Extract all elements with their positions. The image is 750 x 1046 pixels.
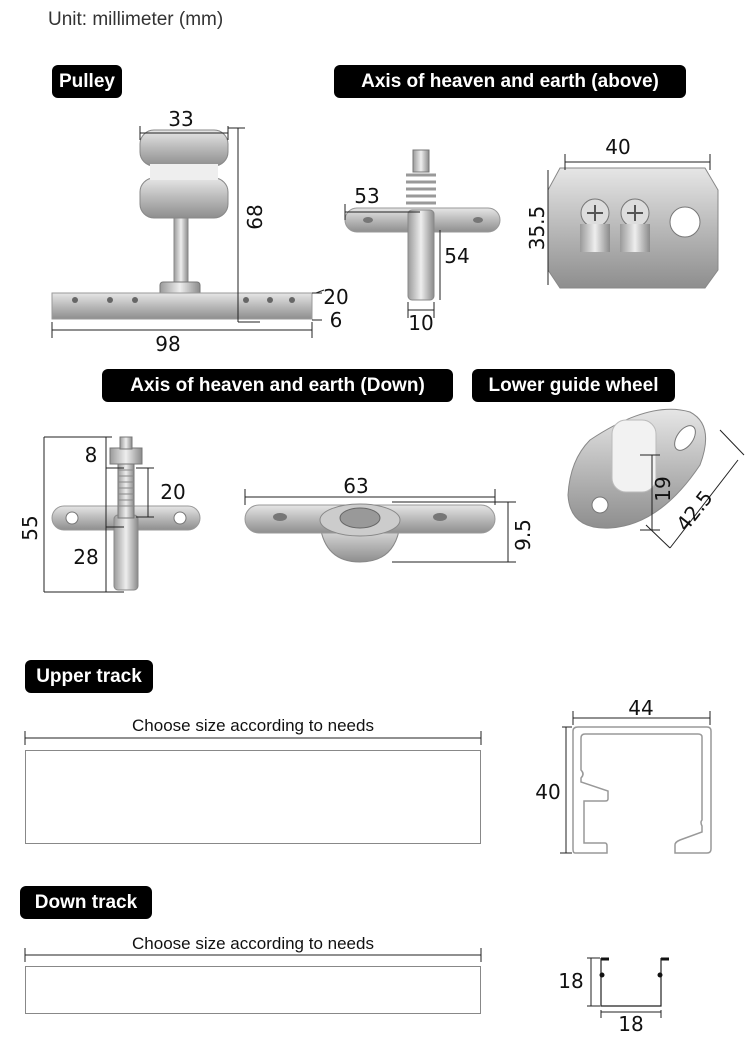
pulley-gap-label: 20 xyxy=(323,285,349,309)
upper-track-height-label: 40 xyxy=(535,780,561,804)
clip-height-label: 35.5 xyxy=(525,205,549,251)
down-track-length-note: Choose size according to needs xyxy=(132,934,374,953)
upper-track-profile xyxy=(560,711,711,853)
guide-wheel-height-label: 19 xyxy=(651,476,675,502)
pulley-title: Pulley xyxy=(52,65,122,98)
guide-wheel-length-label: 42.5 xyxy=(671,485,718,536)
axis-down-thread-label: 20 xyxy=(160,480,186,504)
pulley-width-label: 33 xyxy=(168,107,194,131)
down-track-profile xyxy=(587,958,669,1018)
upper-track-width-label: 44 xyxy=(628,696,654,720)
down-track-height-label: 18 xyxy=(558,969,584,993)
axis-above-title: Axis of heaven and earth (above) xyxy=(334,65,686,98)
down-track-width-label: 18 xyxy=(618,1012,644,1036)
bearing-height-label: 9.5 xyxy=(511,519,535,551)
down-track-title: Down track xyxy=(20,886,152,919)
clip-plate-drawing xyxy=(548,154,718,288)
bearing-length-label: 63 xyxy=(343,474,369,498)
axis-down-total-label: 55 xyxy=(18,515,42,541)
lower-guide-wheel-title: Lower guide wheel xyxy=(472,369,675,402)
axis-down-pin-label: 28 xyxy=(73,545,99,569)
axis-above-diameter-label: 10 xyxy=(408,311,434,335)
upper-track-title: Upper track xyxy=(25,660,153,693)
down-track-length-line xyxy=(25,948,481,962)
unit-note: Unit: millimeter (mm) xyxy=(48,9,224,30)
pulley-drawing xyxy=(52,126,324,338)
upper-track-length-note: Choose size according to needs xyxy=(132,716,374,735)
axis-down-drawing xyxy=(44,437,200,592)
pulley-length-label: 98 xyxy=(155,332,181,356)
axis-above-plate-label: 53 xyxy=(354,184,380,208)
axis-down-title: Axis of heaven and earth (Down) xyxy=(102,369,453,402)
bearing-plate-drawing xyxy=(245,489,516,562)
pulley-thickness-label: 6 xyxy=(329,308,343,332)
upper-track-length-line xyxy=(25,731,481,745)
axis-down-top-label: 8 xyxy=(84,443,98,467)
clip-width-label: 40 xyxy=(605,135,631,159)
axis-above-pin-label: 54 xyxy=(444,244,470,268)
axis-above-drawing xyxy=(345,150,500,318)
pulley-height-label: 68 xyxy=(243,204,267,230)
